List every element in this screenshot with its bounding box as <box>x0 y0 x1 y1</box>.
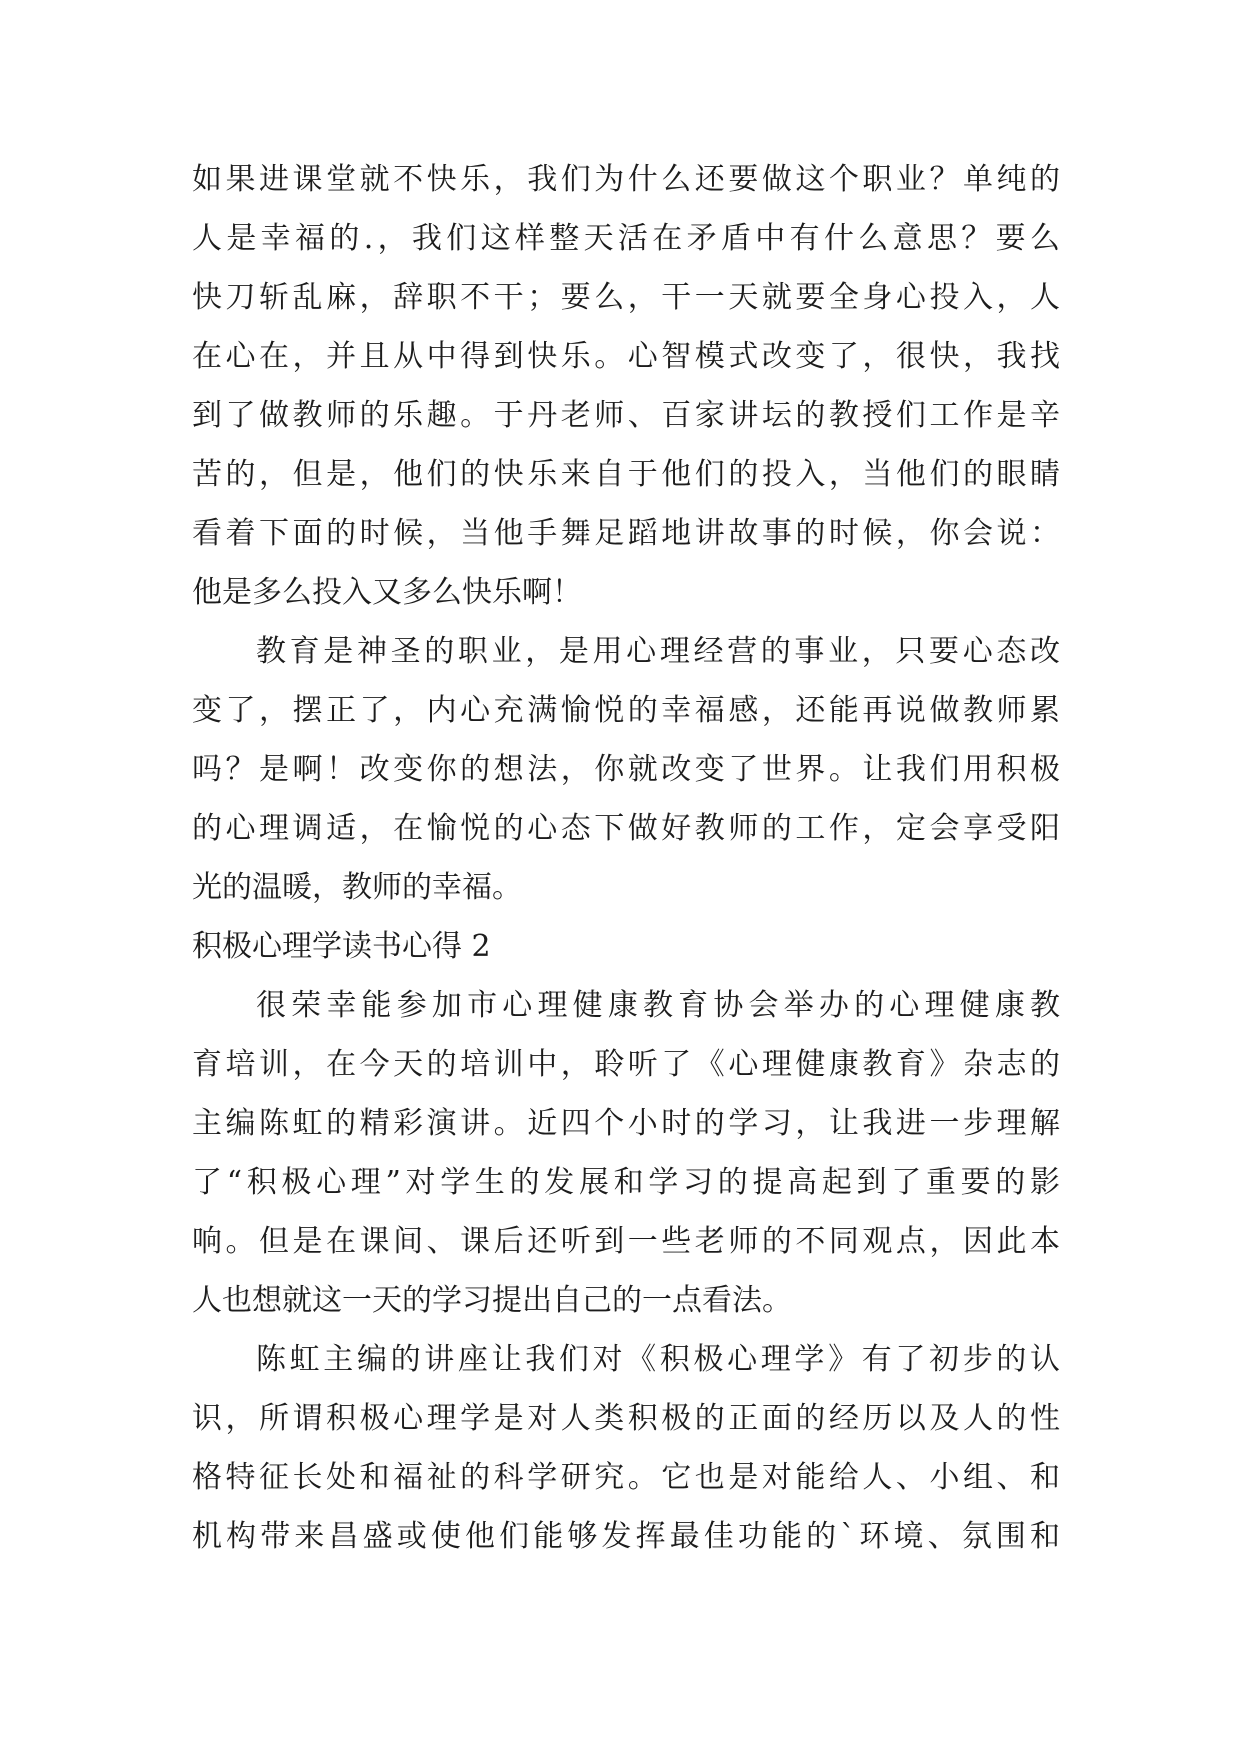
section-title: 积极心理学读书心得 2 <box>192 929 491 964</box>
text-line: 在心在，并且从中得到快乐。心智模式改变了，很快，我找 <box>192 339 1060 374</box>
text-line: 快刀斩乱麻，辞职不干；要么，干一天就要全身心投入，人 <box>192 280 1060 315</box>
text-line: 主编陈虹的精彩演讲。近四个小时的学习，让我进一步理解 <box>192 1106 1060 1141</box>
text-line: 如果进课堂就不快乐，我们为什么还要做这个职业？单纯的 <box>192 162 1060 197</box>
text-line: 光的温暖，教师的幸福。 <box>192 870 522 905</box>
text-line: 格特征长处和福祉的科学研究。它也是对能给人、小组、和 <box>192 1460 1060 1495</box>
text-line: 教育是神圣的职业，是用心理经营的事业，只要心态改 <box>256 634 1060 669</box>
text-line: 了“积极心理”对学生的发展和学习的提高起到了重要的影 <box>192 1165 1060 1200</box>
text-line: 育培训，在今天的培训中，聆听了《心理健康教育》杂志的 <box>192 1047 1060 1082</box>
text-line: 他是多么投入又多么快乐啊！ <box>192 575 582 610</box>
text-line: 到了做教师的乐趣。于丹老师、百家讲坛的教授们工作是辛 <box>192 398 1060 433</box>
text-line: 苦的，但是，他们的快乐来自于他们的投入，当他们的眼睛 <box>192 457 1060 492</box>
text-line: 的心理调适，在愉悦的心态下做好教师的工作，定会享受阳 <box>192 811 1060 846</box>
text-line: 人是幸福的.，我们这样整天活在矛盾中有什么意思？要么 <box>192 221 1060 256</box>
text-line: 陈虹主编的讲座让我们对《积极心理学》有了初步的认 <box>256 1342 1060 1377</box>
text-line: 吗？是啊！改变你的想法，你就改变了世界。让我们用积极 <box>192 752 1060 787</box>
text-line: 看着下面的时候，当他手舞足蹈地讲故事的时候，你会说： <box>192 516 1060 551</box>
text-line: 机构带来昌盛或使他们能够发挥最佳功能的`环境、氛围和 <box>192 1519 1060 1554</box>
text-line: 识，所谓积极心理学是对人类积极的正面的经历以及人的性 <box>192 1401 1060 1436</box>
text-line: 很荣幸能参加市心理健康教育协会举办的心理健康教 <box>256 988 1060 1023</box>
text-line: 变了，摆正了，内心充满愉悦的幸福感，还能再说做教师累 <box>192 693 1060 728</box>
text-line: 响。但是在课间、课后还听到一些老师的不同观点，因此本 <box>192 1224 1060 1259</box>
text-line: 人也想就这一天的学习提出自己的一点看法。 <box>192 1283 792 1318</box>
